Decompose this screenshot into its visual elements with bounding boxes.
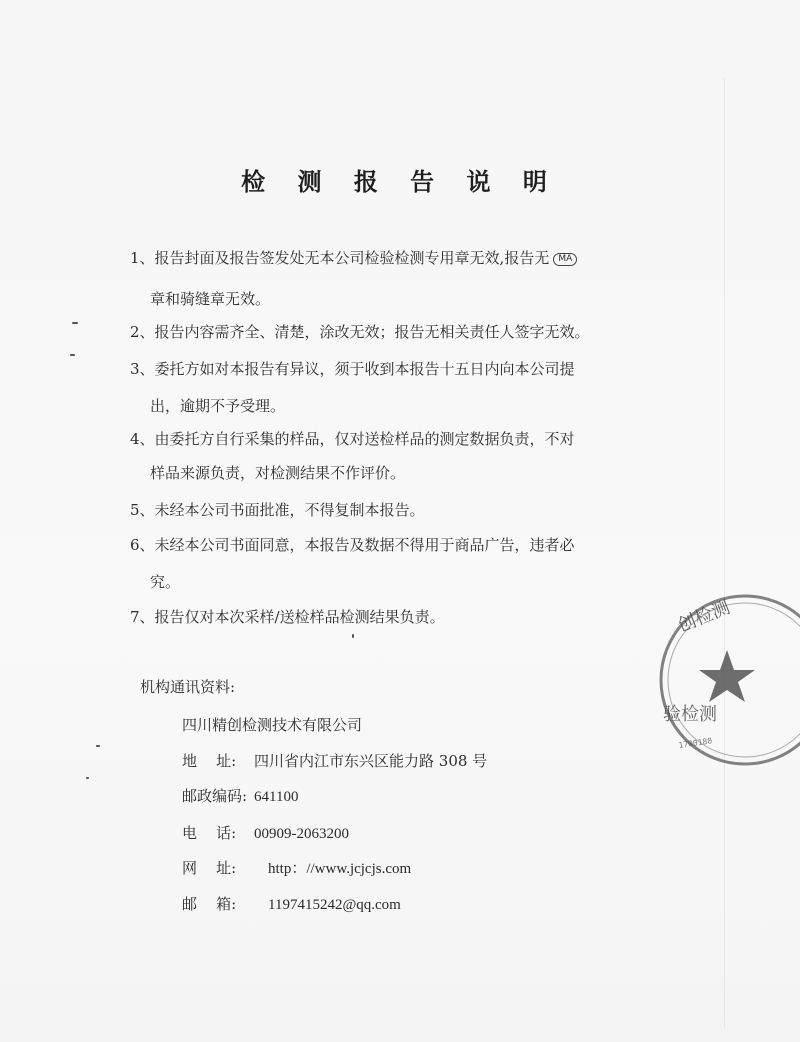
contact-address-value: 四川省内江市东兴区能力路 308 号	[254, 752, 488, 770]
contact-postcode-label: 邮政编码:	[182, 787, 248, 805]
contact-address-label: 地 址:	[182, 752, 237, 770]
notice-item-7: 7、报告仅对本次采样/送检样品检测结果负责。	[130, 608, 445, 626]
notice-item-4: 4、由委托方自行采集的样品，仅对送检样品的测定数据负责，不对	[130, 430, 575, 448]
contact-heading: 机构通讯资料:	[140, 678, 236, 696]
notice-item-5: 5、未经本公司书面批准，不得复制本报告。	[130, 501, 425, 519]
notice-item-1-continued: 章和骑缝章无效。	[150, 290, 271, 308]
scan-speck	[70, 354, 75, 356]
ma-badge: MA	[553, 253, 577, 266]
notice-item-3-continued: 出，逾期不予受理。	[150, 397, 286, 415]
seal-bottom-text: 验检测	[663, 704, 717, 725]
contact-email-value: 1197415242@qq.com	[268, 897, 401, 913]
contact-website-row	[182, 861, 411, 877]
notice-item-1	[130, 251, 630, 266]
notice-item-4-continued: 样品来源负责，对检测结果不作评价。	[150, 464, 406, 482]
contact-company: 四川精创检测技术有限公司	[182, 716, 363, 734]
notice-item-6-continued: 究。	[150, 573, 181, 591]
notice-item-6: 6、未经本公司书面同意，本报告及数据不得用于商品广告，违者必	[130, 536, 575, 554]
scan-speck	[352, 634, 354, 638]
seal-top-text: 创检测	[675, 596, 733, 637]
page-title: 检 测 报 告 说 明	[241, 167, 559, 196]
scan-speck	[96, 745, 100, 747]
seal-star-icon	[699, 650, 755, 702]
contact-website-label: 网 址:	[182, 859, 237, 877]
contact-phone-value: 00909-2063200	[254, 826, 349, 842]
scan-speck	[72, 322, 78, 324]
contact-address-row	[182, 754, 487, 769]
contact-postcode-value: 641100	[254, 789, 299, 805]
official-seal-stamp	[655, 590, 800, 770]
contact-postcode-row	[182, 789, 298, 805]
contact-phone-row	[182, 826, 349, 842]
contact-email-label: 邮 箱:	[182, 895, 237, 913]
contact-website-value: http：//www.jcjcjs.com	[268, 861, 412, 877]
contact-email-row	[182, 897, 401, 913]
notice-item-1-text: 1、报告封面及报告签发处无本公司检验检测专用章无效,报告无	[130, 249, 550, 267]
seal-serial-text: 1700180	[678, 736, 713, 750]
notice-item-2: 2、报告内容需齐全、清楚，涂改无效；报告无相关责任人签字无效。	[130, 323, 590, 341]
scan-speck	[86, 777, 89, 779]
contact-phone-label: 电 话:	[182, 824, 237, 842]
notice-item-3: 3、委托方如对本报告有异议，须于收到本报告十五日内向本公司提	[130, 360, 575, 378]
